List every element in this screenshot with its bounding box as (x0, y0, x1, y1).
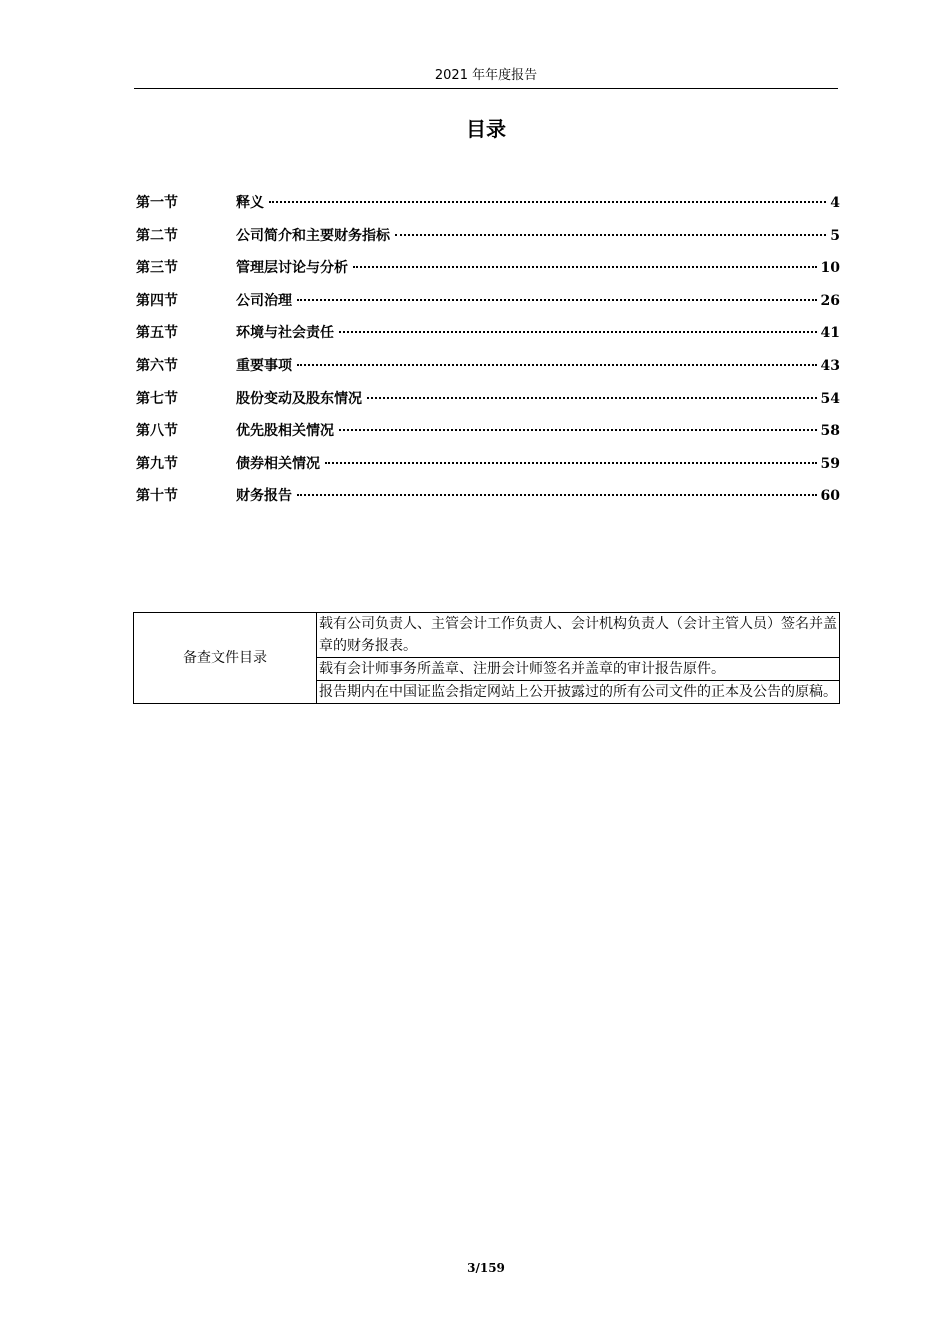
toc-section-number: 第六节 (136, 357, 178, 374)
toc-page-number: 54 (820, 390, 840, 407)
toc-dot-leader (297, 364, 817, 366)
toc-entry[interactable] (136, 454, 840, 487)
toc-section-number: 第四节 (136, 292, 178, 309)
toc-dot-leader (269, 201, 826, 203)
page-title: 目录 (466, 117, 506, 141)
toc-entry[interactable] (136, 258, 840, 291)
toc-dot-leader (353, 266, 817, 268)
toc-dot-leader (297, 494, 817, 496)
toc-entry[interactable] (136, 356, 840, 389)
toc-entry[interactable] (136, 193, 840, 226)
running-header: 2021 年年度报告 (434, 68, 538, 83)
toc-section-title: 环境与社会责任 (236, 325, 334, 342)
toc-dot-leader (339, 331, 817, 333)
toc-section-number: 第十节 (136, 488, 178, 505)
toc-entry[interactable] (136, 389, 840, 422)
toc-section-number: 第八节 (136, 423, 178, 440)
reference-documents-label: 备查文件目录 (134, 613, 317, 704)
toc-page-number: 58 (820, 423, 840, 440)
toc-dot-leader (297, 299, 817, 301)
toc-section-title: 股份变动及股东情况 (236, 390, 362, 407)
header-rule (134, 88, 838, 89)
toc-entry[interactable] (136, 291, 840, 324)
toc-dot-leader (367, 397, 817, 399)
reference-documents-table (133, 612, 840, 704)
toc-page-number: 60 (820, 488, 840, 505)
reference-document-item: 载有会计师事务所盖章、注册会计师签名并盖章的审计报告原件。 (317, 658, 840, 681)
toc-entry[interactable] (136, 486, 840, 519)
toc-page-number: 26 (820, 292, 840, 309)
toc-dot-leader (339, 429, 817, 431)
toc-section-title: 公司治理 (236, 292, 292, 309)
toc-section-title: 公司简介和主要财务指标 (236, 227, 390, 244)
toc-dot-leader (395, 234, 826, 236)
toc-section-title: 管理层讨论与分析 (236, 260, 348, 277)
reference-document-item: 报告期内在中国证监会指定网站上公开披露过的所有公司文件的正本及公告的原稿。 (317, 681, 840, 704)
toc-entry[interactable] (136, 323, 840, 356)
table-of-contents (136, 193, 840, 519)
toc-section-number: 第三节 (136, 260, 178, 277)
toc-page-number: 5 (830, 227, 840, 244)
toc-section-number: 第二节 (136, 227, 178, 244)
toc-page-number: 10 (820, 260, 840, 277)
toc-section-number: 第一节 (136, 195, 178, 211)
toc-entry[interactable] (136, 421, 840, 454)
toc-section-number: 第九节 (136, 455, 178, 472)
toc-section-title: 重要事项 (236, 357, 292, 374)
page-number: 3/159 (467, 1261, 505, 1275)
toc-page-number: 43 (820, 357, 840, 374)
toc-entry[interactable] (136, 226, 840, 259)
reference-document-item: 载有公司负责人、主管会计工作负责人、会计机构负责人（会计主管人员）签名并盖章的财务报表。 (317, 613, 840, 658)
toc-section-title: 债券相关情况 (236, 455, 320, 472)
toc-page-number: 41 (820, 325, 840, 342)
toc-section-title: 释义 (236, 195, 264, 211)
toc-section-number: 第七节 (136, 390, 178, 407)
toc-page-number: 4 (830, 195, 840, 211)
toc-section-number: 第五节 (136, 325, 178, 342)
toc-page-number: 59 (820, 455, 840, 472)
table-row (134, 613, 840, 658)
toc-section-title: 财务报告 (236, 488, 292, 505)
toc-section-title: 优先股相关情况 (236, 423, 334, 440)
toc-dot-leader (325, 462, 817, 464)
